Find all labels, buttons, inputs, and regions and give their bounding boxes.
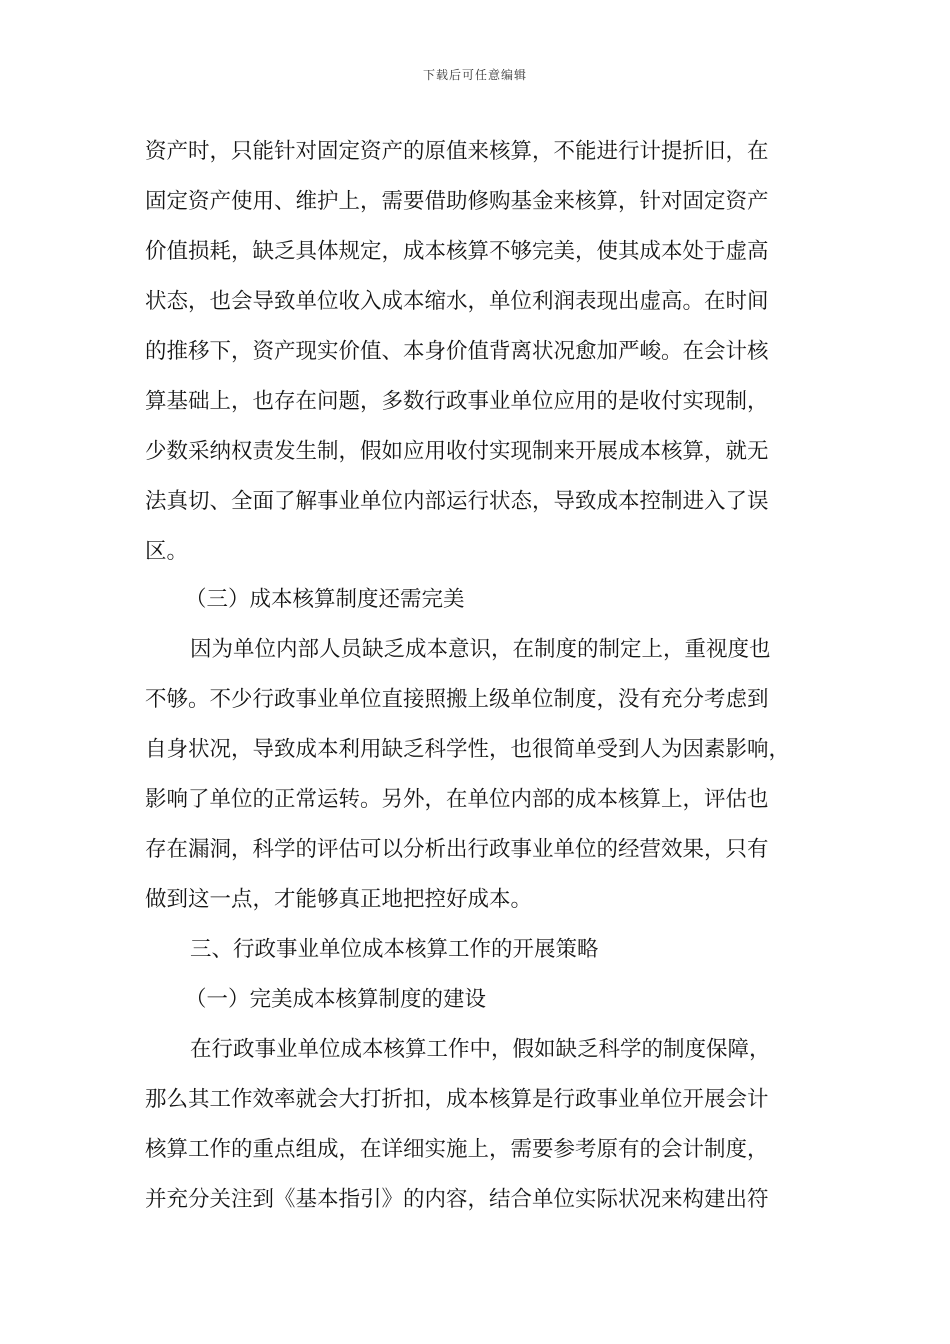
section-heading: （一）完美成本核算制度的建设 xyxy=(185,987,487,1012)
header-note: 下载后可任意编辑 xyxy=(422,68,527,82)
body-line: 的推移下，资产现实价值、本身价值背离状况愈加严峻。在会计核 xyxy=(145,339,769,364)
body-line: 状态，也会导致单位收入成本缩水，单位利润表现出虚高。在时间 xyxy=(145,289,769,314)
body-line: 价值损耗，缺乏具体规定，成本核算不够完美，使其成本处于虚高 xyxy=(145,239,769,264)
body-line: 核算工作的重点组成，在详细实施上，需要参考原有的会计制度， xyxy=(145,1137,769,1162)
body-line: 算基础上，也存在问题，多数行政事业单位应用的是收付实现制， xyxy=(145,389,769,414)
body-line: 存在漏洞，科学的评估可以分析出行政事业单位的经营效果，只有 xyxy=(145,837,769,862)
body-line: 那么其工作效率就会大打折扣，成本核算是行政事业单位开展会计 xyxy=(145,1087,769,1112)
body-line: 资产时，只能针对固定资产的原值来核算，不能进行计提折旧，在 xyxy=(145,139,769,164)
body-line: 影响了单位的正常运转。另外，在单位内部的成本核算上，评估也 xyxy=(145,787,769,812)
body-line: 法真切、全面了解事业单位内部运行状态，导致成本控制进入了误 xyxy=(145,489,769,514)
chapter-heading: 三、行政事业单位成本核算工作的开展策略 xyxy=(190,937,599,962)
body-line: 因为单位内部人员缺乏成本意识，在制度的制定上，重视度也 xyxy=(190,637,771,662)
body-line: 少数采纳权责发生制，假如应用收付实现制来开展成本核算，就无 xyxy=(145,439,769,464)
body-line: 做到这一点，才能够真正地把控好成本。 xyxy=(145,887,533,912)
body-line: 不够。不少行政事业单位直接照搬上级单位制度，没有充分考虑到 xyxy=(145,687,769,712)
section-heading: （三）成本核算制度还需完美 xyxy=(185,587,465,612)
body-line: 固定资产使用、维护上，需要借助修购基金来核算，针对固定资产 xyxy=(145,189,769,214)
body-line: 自身状况，导致成本利用缺乏科学性，也很简单受到人为因素影响， xyxy=(145,737,791,762)
body-line: 区。 xyxy=(145,539,189,564)
body-line: 在行政事业单位成本核算工作中，假如缺乏科学的制度保障， xyxy=(190,1037,771,1062)
body-line: 并充分关注到《基本指引》的内容，结合单位实际状况来构建出符 xyxy=(145,1187,769,1212)
